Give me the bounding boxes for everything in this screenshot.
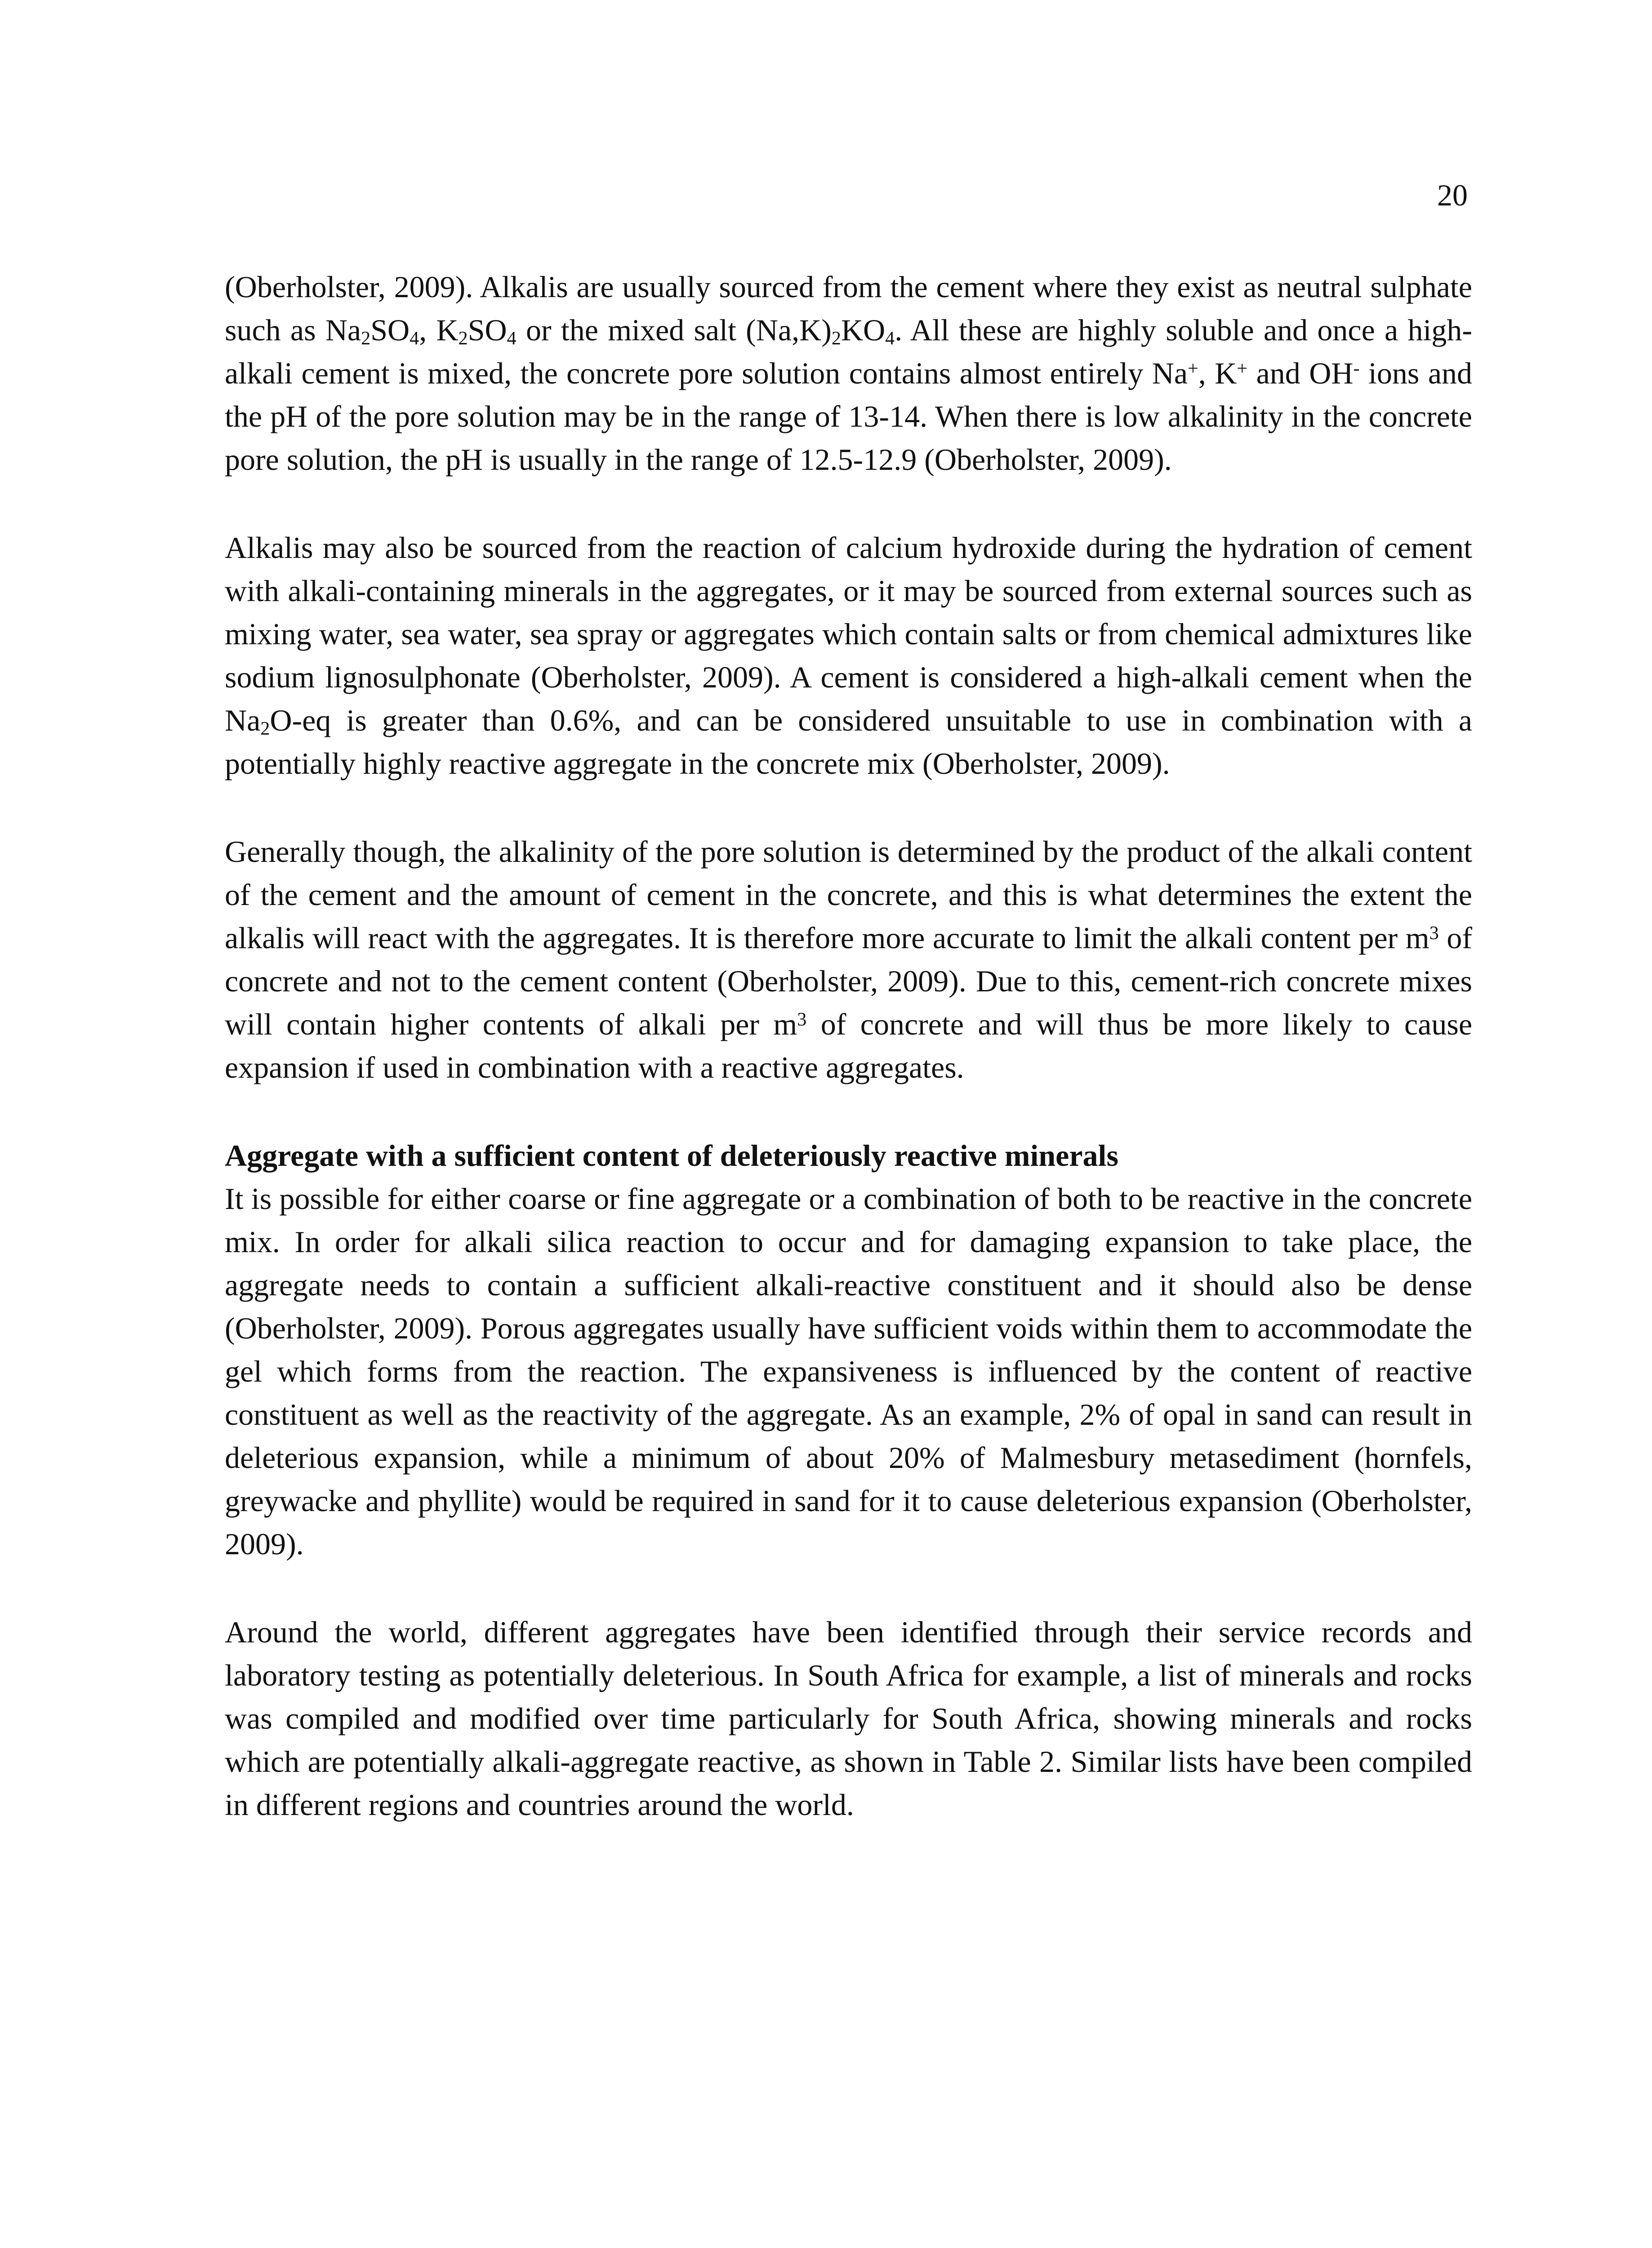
text-run: of concrete and not to the cement content (Oberholster, 2009). Due to this, cement-rich concrete mixes will contain higher contents of alkali per m — [225, 921, 1472, 1041]
text-run: , K — [419, 313, 459, 347]
paragraph-alkali-sources — [225, 265, 1472, 481]
text-run: O-eq is greater than 0.6%, and can be considered unsuitable to use in combination with a potentially highly reactive aggregate in the concrete mix (Oberholster, 2009). — [225, 703, 1472, 781]
subscript: 4 — [885, 328, 895, 349]
paragraph-external-alkali — [225, 526, 1472, 785]
text-run: Generally though, the alkalinity of the pore solution is determined by the product of the alkali content of the cement and the amount of cement in the concrete, and this is what determines the extent the alkalis will react with the aggregates. It is therefore more accurate to limit the alkali content per m — [225, 834, 1472, 955]
superscript: 3 — [1429, 922, 1439, 944]
text-run: SO — [370, 313, 410, 347]
superscript: - — [1353, 357, 1360, 379]
text-run: ions and the pH of the pore solution may be in the range of 13-14. When there is low alkalinity in the concrete pore solution, the pH is usually in the range of 12.5-12.9 (Oberholster, 2009). — [225, 356, 1472, 477]
subscript: 2 — [260, 718, 270, 740]
text-run: or the mixed salt (Na,K) — [516, 313, 832, 347]
paragraph-alkalinity-content — [225, 830, 1472, 1089]
subscript: 4 — [410, 328, 419, 349]
page-number: 20 — [1437, 178, 1468, 212]
subscript: 2 — [831, 328, 841, 349]
text-run: , K — [1198, 356, 1237, 390]
superscript: + — [1188, 357, 1198, 379]
text-run: and OH — [1247, 356, 1354, 390]
paragraph-reactive-aggregate: It is possible for either coarse or fine aggregate or a combination of both to be reactive in the concrete mix. In order for alkali silica reaction to occur and for damaging expansion to take place, the aggregate needs to contain a sufficient alkali-reactive constituent and it should also be dense (Oberholster, 2009). Porous aggregates usually have sufficient voids within them to accommodate the gel which forms from the reaction. The expansiveness is influenced by the content of reactive constituent as well as the reactivity of the aggregate. As an example, 2% of opal in sand can result in deleterious expansion, while a minimum of about 20% of Malmesbury metasediment (hornfels, greywacke and phyllite) would be required in sand for it to cause deleterious expansion (Oberholster, 2009). — [225, 1182, 1472, 1561]
text-run: SO — [468, 313, 507, 347]
text-run: of concrete and will thus be more likely to cause expansion if used in combination with a reactive aggregates. — [225, 1007, 1473, 1084]
superscript: 3 — [797, 1008, 807, 1030]
document-body — [225, 265, 1472, 1826]
superscript: + — [1237, 357, 1248, 379]
text-run: KO — [841, 313, 886, 347]
text-run: Alkalis may also be sourced from the reaction of calcium hydroxide during the hydration of cement with alkali-containing minerals in the aggregates, or it may be sourced from external sources such as mixing water, sea water, sea spray or aggregates which contain salts or from chemical admixtures like sodium lignosulphonate (Oberholster, 2009). A cement is considered a high-alkali cement when the Na — [225, 531, 1472, 737]
text-run: . All these are highly soluble and once a high-alkali cement is mixed, the concrete pore solution contains almost entirely Na — [225, 313, 1473, 390]
subscript: 2 — [361, 328, 371, 349]
section-heading: Aggregate with a sufficient content of deleteriously reactive minerals — [225, 1138, 1118, 1173]
paragraph-world-aggregates: Around the world, different aggregates have been identified through their service records and laboratory testing as potentially deleterious. In South Africa for example, a list of minerals and rocks was compiled and modified over time particularly for South Africa, showing minerals and rocks which are potentially alkali-aggregate reactive, as shown in Table 2. Similar lists have been compiled in different regions and countries around the world. — [225, 1615, 1472, 1822]
text-run: (Oberholster, 2009). Alkalis are usually sourced from the cement where they exist as neutral sulphate such as Na — [225, 270, 1472, 347]
subscript: 2 — [458, 328, 468, 349]
subscript: 4 — [507, 328, 517, 349]
